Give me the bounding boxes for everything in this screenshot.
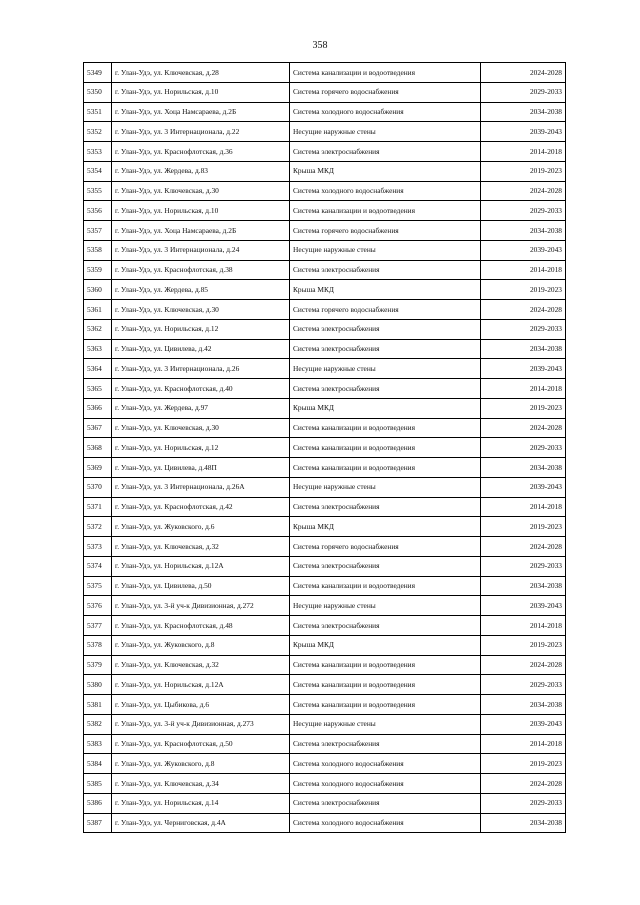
- address-cell: г. Улан-Удэ, ул. 3 Интернационала, д.24: [112, 240, 290, 260]
- address-cell: г. Улан-Удэ, ул. Ключевская, д.30: [112, 181, 290, 201]
- address-cell: г. Улан-Удэ, ул. Ключевская, д.32: [112, 537, 290, 557]
- address-cell: г. Улан-Удэ, ул. Хоца Намсараева, д.2Б: [112, 102, 290, 122]
- row-number-cell: 5372: [84, 517, 112, 537]
- table-row: [84, 695, 566, 715]
- period-cell: 2039-2043: [481, 359, 566, 379]
- row-number-cell: 5364: [84, 359, 112, 379]
- period-cell: 2039-2043: [481, 122, 566, 142]
- row-number-cell: 5367: [84, 418, 112, 438]
- period-cell: 2014-2018: [481, 260, 566, 280]
- address-cell: г. Улан-Удэ, ул. Краснофлотская, д.50: [112, 734, 290, 754]
- period-cell: 2024-2028: [481, 537, 566, 557]
- period-cell: 2034-2038: [481, 695, 566, 715]
- period-cell: 2039-2043: [481, 714, 566, 734]
- row-number-cell: 5377: [84, 616, 112, 636]
- address-cell: г. Улан-Удэ, ул. Ключевская, д.30: [112, 300, 290, 320]
- table-row: [84, 734, 566, 754]
- row-number-cell: 5378: [84, 635, 112, 655]
- address-cell: г. Улан-Удэ, ул. 3-й уч-к Дивизионная, д.273: [112, 714, 290, 734]
- period-cell: 2024-2028: [481, 418, 566, 438]
- address-cell: г. Улан-Удэ, ул. Жердева, д.97: [112, 398, 290, 418]
- row-number-cell: 5386: [84, 793, 112, 813]
- period-cell: 2034-2038: [481, 458, 566, 478]
- table-row: [84, 537, 566, 557]
- system-cell: Несущие наружные стены: [290, 240, 481, 260]
- system-cell: Крыша МКД: [290, 161, 481, 181]
- address-cell: г. Улан-Удэ, ул. 3 Интернационала, д.26: [112, 359, 290, 379]
- period-cell: 2039-2043: [481, 240, 566, 260]
- row-number-cell: 5350: [84, 82, 112, 102]
- period-cell: 2034-2038: [481, 221, 566, 241]
- row-number-cell: 5358: [84, 240, 112, 260]
- system-cell: Система электроснабжения: [290, 339, 481, 359]
- period-cell: 2034-2038: [481, 102, 566, 122]
- system-cell: Система холодного водоснабжения: [290, 813, 481, 833]
- row-number-cell: 5379: [84, 655, 112, 675]
- period-cell: 2029-2033: [481, 675, 566, 695]
- system-cell: Система канализации и водоотведения: [290, 458, 481, 478]
- row-number-cell: 5369: [84, 458, 112, 478]
- table-row: [84, 556, 566, 576]
- table-row: [84, 102, 566, 122]
- table-row: [84, 576, 566, 596]
- table-row: [84, 181, 566, 201]
- period-cell: 2019-2023: [481, 635, 566, 655]
- address-cell: г. Улан-Удэ, ул. Жуковского, д.6: [112, 517, 290, 537]
- row-number-cell: 5383: [84, 734, 112, 754]
- period-cell: 2029-2033: [481, 319, 566, 339]
- system-cell: Система канализации и водоотведения: [290, 63, 481, 83]
- row-number-cell: 5352: [84, 122, 112, 142]
- row-number-cell: 5384: [84, 754, 112, 774]
- row-number-cell: 5368: [84, 438, 112, 458]
- table-row: [84, 497, 566, 517]
- address-cell: г. Улан-Удэ, ул. Норильская, д.14: [112, 793, 290, 813]
- address-cell: г. Улан-Удэ, ул. Хоца Намсараева, д.2Б: [112, 221, 290, 241]
- table-row: [84, 655, 566, 675]
- system-cell: Система электроснабжения: [290, 734, 481, 754]
- period-cell: 2029-2033: [481, 556, 566, 576]
- system-cell: Система электроснабжения: [290, 556, 481, 576]
- row-number-cell: 5357: [84, 221, 112, 241]
- period-cell: 2034-2038: [481, 339, 566, 359]
- table-row: [84, 675, 566, 695]
- system-cell: Система канализации и водоотведения: [290, 655, 481, 675]
- table-row: [84, 438, 566, 458]
- system-cell: Несущие наружные стены: [290, 596, 481, 616]
- row-number-cell: 5380: [84, 675, 112, 695]
- period-cell: 2034-2038: [481, 813, 566, 833]
- system-cell: Система холодного водоснабжения: [290, 102, 481, 122]
- row-number-cell: 5360: [84, 280, 112, 300]
- row-number-cell: 5381: [84, 695, 112, 715]
- row-number-cell: 5374: [84, 556, 112, 576]
- table-row: [84, 82, 566, 102]
- table-row: [84, 161, 566, 181]
- table-row: [84, 339, 566, 359]
- address-cell: г. Улан-Удэ, ул. Жердева, д.85: [112, 280, 290, 300]
- row-number-cell: 5371: [84, 497, 112, 517]
- system-cell: Система канализации и водоотведения: [290, 576, 481, 596]
- system-cell: Система электроснабжения: [290, 319, 481, 339]
- address-cell: г. Улан-Удэ, ул. Краснофлотская, д.36: [112, 142, 290, 162]
- row-number-cell: 5365: [84, 379, 112, 399]
- address-cell: г. Улан-Удэ, ул. Норильская, д.10: [112, 201, 290, 221]
- system-cell: Система электроснабжения: [290, 616, 481, 636]
- table-row: [84, 221, 566, 241]
- period-cell: 2014-2018: [481, 734, 566, 754]
- period-cell: 2034-2038: [481, 576, 566, 596]
- address-cell: г. Улан-Удэ, ул. Ключевская, д.32: [112, 655, 290, 675]
- period-cell: 2019-2023: [481, 398, 566, 418]
- system-cell: Несущие наружные стены: [290, 122, 481, 142]
- system-cell: Система электроснабжения: [290, 142, 481, 162]
- system-cell: Система горячего водоснабжения: [290, 221, 481, 241]
- address-cell: г. Улан-Удэ, ул. Черниговская, д.4А: [112, 813, 290, 833]
- table-row: [84, 359, 566, 379]
- system-cell: Система канализации и водоотведения: [290, 675, 481, 695]
- table-row: [84, 122, 566, 142]
- address-cell: г. Улан-Удэ, ул. Жуковского, д.8: [112, 635, 290, 655]
- address-cell: г. Улан-Удэ, ул. Ключевская, д.30: [112, 418, 290, 438]
- table-row: [84, 754, 566, 774]
- address-cell: г. Улан-Удэ, ул. 3-й уч-к Дивизионная, д.272: [112, 596, 290, 616]
- system-cell: Система горячего водоснабжения: [290, 82, 481, 102]
- period-cell: 2024-2028: [481, 300, 566, 320]
- registry-table: [83, 62, 566, 833]
- address-cell: г. Улан-Удэ, ул. Жердева, д.83: [112, 161, 290, 181]
- row-number-cell: 5382: [84, 714, 112, 734]
- address-cell: г. Улан-Удэ, ул. Краснофлотская, д.42: [112, 497, 290, 517]
- table-row: [84, 616, 566, 636]
- period-cell: 2024-2028: [481, 63, 566, 83]
- table-row: [84, 300, 566, 320]
- table-row: [84, 280, 566, 300]
- row-number-cell: 5370: [84, 477, 112, 497]
- table-row: [84, 201, 566, 221]
- system-cell: Крыша МКД: [290, 635, 481, 655]
- table-row: [84, 398, 566, 418]
- table-row: [84, 714, 566, 734]
- table-row: [84, 517, 566, 537]
- row-number-cell: 5361: [84, 300, 112, 320]
- page-number: 358: [312, 40, 328, 51]
- address-cell: г. Улан-Удэ, ул. Норильская, д.12: [112, 319, 290, 339]
- period-cell: 2029-2033: [481, 82, 566, 102]
- address-cell: г. Улан-Удэ, ул. Краснофлотская, д.40: [112, 379, 290, 399]
- period-cell: 2014-2018: [481, 379, 566, 399]
- table-row: [84, 319, 566, 339]
- period-cell: 2024-2028: [481, 655, 566, 675]
- table-row: [84, 63, 566, 83]
- row-number-cell: 5373: [84, 537, 112, 557]
- row-number-cell: 5349: [84, 63, 112, 83]
- system-cell: Система канализации и водоотведения: [290, 201, 481, 221]
- period-cell: 2029-2033: [481, 793, 566, 813]
- period-cell: 2019-2023: [481, 161, 566, 181]
- system-cell: Система холодного водоснабжения: [290, 774, 481, 794]
- period-cell: 2014-2018: [481, 142, 566, 162]
- table-row: [84, 477, 566, 497]
- period-cell: 2024-2028: [481, 774, 566, 794]
- period-cell: 2014-2018: [481, 616, 566, 636]
- period-cell: 2039-2043: [481, 596, 566, 616]
- system-cell: Система холодного водоснабжения: [290, 181, 481, 201]
- address-cell: г. Улан-Удэ, ул. Норильская, д.12А: [112, 556, 290, 576]
- address-cell: г. Улан-Удэ, ул. Жуковского, д.8: [112, 754, 290, 774]
- row-number-cell: 5387: [84, 813, 112, 833]
- address-cell: г. Улан-Удэ, ул. 3 Интернационала, д.26А: [112, 477, 290, 497]
- system-cell: Система электроснабжения: [290, 793, 481, 813]
- address-cell: г. Улан-Удэ, ул. Цивилева, д.48П: [112, 458, 290, 478]
- row-number-cell: 5355: [84, 181, 112, 201]
- address-cell: г. Улан-Удэ, ул. Цивилева, д.50: [112, 576, 290, 596]
- row-number-cell: 5366: [84, 398, 112, 418]
- table-row: [84, 793, 566, 813]
- period-cell: 2039-2043: [481, 477, 566, 497]
- system-cell: Система электроснабжения: [290, 497, 481, 517]
- address-cell: г. Улан-Удэ, ул. Краснофлотская, д.38: [112, 260, 290, 280]
- system-cell: Крыша МКД: [290, 398, 481, 418]
- address-cell: г. Улан-Удэ, ул. Ключевская, д.34: [112, 774, 290, 794]
- row-number-cell: 5354: [84, 161, 112, 181]
- table-row: [84, 379, 566, 399]
- row-number-cell: 5351: [84, 102, 112, 122]
- table-row: [84, 418, 566, 438]
- system-cell: Несущие наружные стены: [290, 359, 481, 379]
- row-number-cell: 5353: [84, 142, 112, 162]
- system-cell: Система электроснабжения: [290, 260, 481, 280]
- table-row: [84, 240, 566, 260]
- table-row: [84, 458, 566, 478]
- system-cell: Крыша МКД: [290, 517, 481, 537]
- system-cell: Система горячего водоснабжения: [290, 300, 481, 320]
- table-row: [84, 635, 566, 655]
- system-cell: Несущие наружные стены: [290, 714, 481, 734]
- period-cell: 2019-2023: [481, 754, 566, 774]
- address-cell: г. Улан-Удэ, ул. Краснофлотская, д.48: [112, 616, 290, 636]
- address-cell: г. Улан-Удэ, ул. Норильская, д.12А: [112, 675, 290, 695]
- row-number-cell: 5363: [84, 339, 112, 359]
- table-row: [84, 596, 566, 616]
- row-number-cell: 5356: [84, 201, 112, 221]
- system-cell: Крыша МКД: [290, 280, 481, 300]
- address-cell: г. Улан-Удэ, ул. Цивилева, д.42: [112, 339, 290, 359]
- address-cell: г. Улан-Удэ, ул. 3 Интернационала, д.22: [112, 122, 290, 142]
- row-number-cell: 5376: [84, 596, 112, 616]
- table-row: [84, 813, 566, 833]
- system-cell: Система канализации и водоотведения: [290, 695, 481, 715]
- address-cell: г. Улан-Удэ, ул. Норильская, д.10: [112, 82, 290, 102]
- period-cell: 2024-2028: [481, 181, 566, 201]
- table-row: [84, 260, 566, 280]
- row-number-cell: 5359: [84, 260, 112, 280]
- system-cell: Система канализации и водоотведения: [290, 438, 481, 458]
- system-cell: Система канализации и водоотведения: [290, 418, 481, 438]
- system-cell: Система электроснабжения: [290, 379, 481, 399]
- table-row: [84, 142, 566, 162]
- period-cell: 2014-2018: [481, 497, 566, 517]
- address-cell: г. Улан-Удэ, ул. Норильская, д.12: [112, 438, 290, 458]
- address-cell: г. Улан-Удэ, ул. Ключевская, д.28: [112, 63, 290, 83]
- system-cell: Система холодного водоснабжения: [290, 754, 481, 774]
- row-number-cell: 5385: [84, 774, 112, 794]
- address-cell: г. Улан-Удэ, ул. Цыбикова, д.6: [112, 695, 290, 715]
- period-cell: 2019-2023: [481, 517, 566, 537]
- system-cell: Система горячего водоснабжения: [290, 537, 481, 557]
- period-cell: 2029-2033: [481, 438, 566, 458]
- system-cell: Несущие наружные стены: [290, 477, 481, 497]
- registry-table-body: [84, 63, 566, 833]
- row-number-cell: 5375: [84, 576, 112, 596]
- row-number-cell: 5362: [84, 319, 112, 339]
- period-cell: 2029-2033: [481, 201, 566, 221]
- table-row: [84, 774, 566, 794]
- period-cell: 2019-2023: [481, 280, 566, 300]
